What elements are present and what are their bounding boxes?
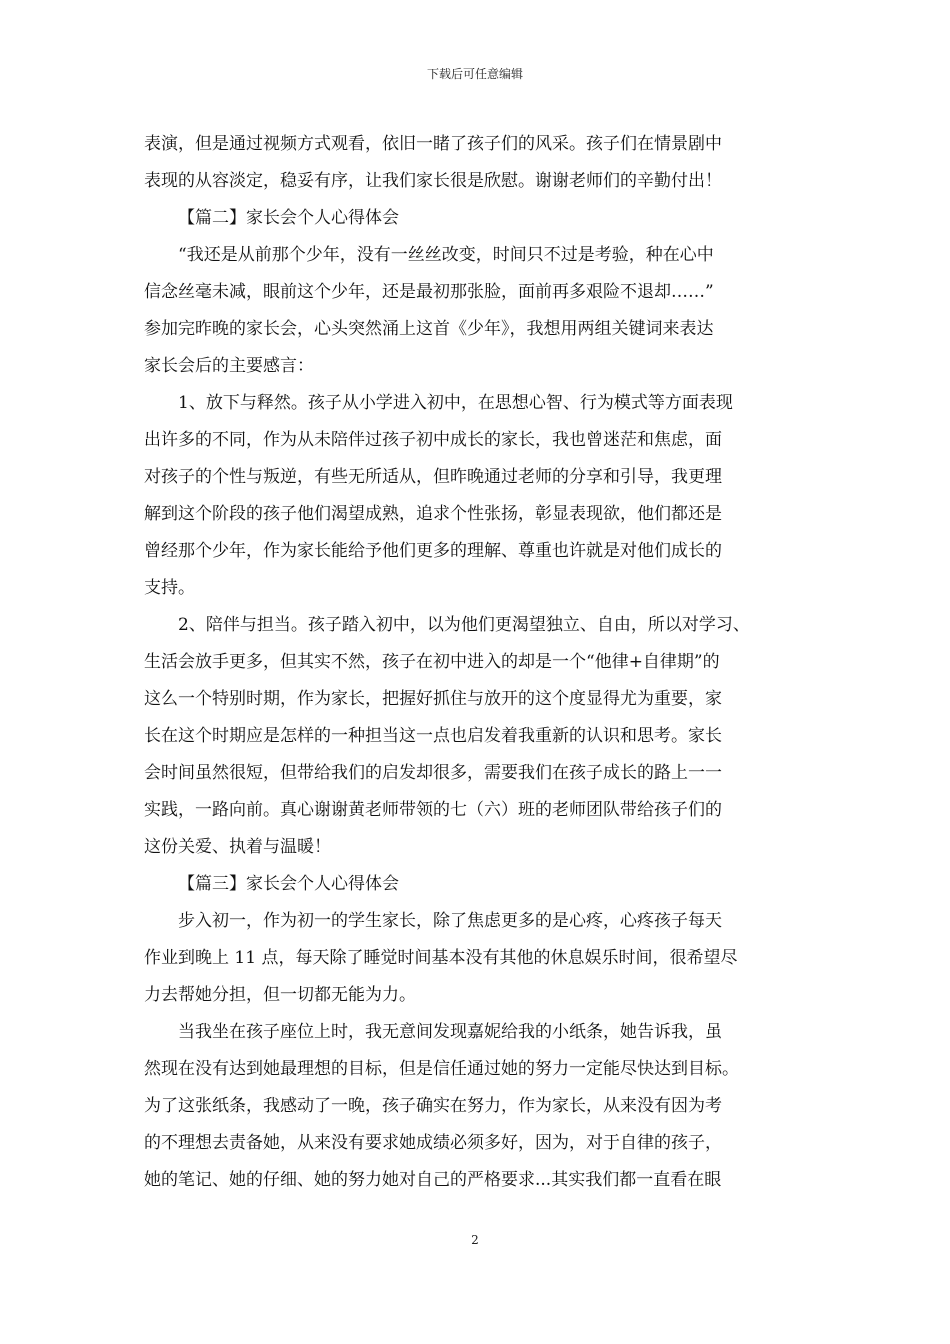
text-line: 【篇三】家长会个人心得体会	[178, 874, 399, 894]
text-line: 支持。	[144, 578, 195, 598]
text-line: 生活会放手更多，但其实不然，孩子在初中进入的却是一个“他律+自律期”的	[144, 652, 720, 672]
text-line: 对孩子的个性与叛逆，有些无所适从，但昨晚通过老师的分享和引导，我更理	[144, 467, 722, 487]
text-line: 这么一个特别时期，作为家长，把握好抓住与放开的这个度显得尤为重要，家	[144, 689, 722, 709]
text-line: 信念丝毫未减，眼前这个少年，还是最初那张脸，面前再多艰险不退却……”	[144, 282, 714, 302]
text-line: 为了这张纸条，我感动了一晚，孩子确实在努力，作为家长，从来没有因为考	[144, 1096, 722, 1116]
text-line: 【篇二】家长会个人心得体会	[178, 208, 399, 228]
text-line: 2、陪伴与担当。孩子踏入初中，以为他们更渴望独立、自由，所以对学习、	[178, 615, 750, 635]
text-line: 然现在没有达到她最理想的目标，但是信任通过她的努力一定能尽快达到目标。	[144, 1059, 739, 1079]
text-line: 表演，但是通过视频方式观看，依旧一睹了孩子们的风采。孩子们在情景剧中	[144, 134, 722, 154]
page-number: 2	[471, 1233, 479, 1247]
text-line: 当我坐在孩子座位上时，我无意间发现嘉妮给我的小纸条，她告诉我，虽	[178, 1022, 722, 1042]
document-body	[144, 126, 809, 1199]
text-line: 长在这个时期应是怎样的一种担当这一点也启发着我重新的认识和思考。家长	[144, 726, 722, 746]
text-line: 这份关爱、执着与温暖！	[144, 837, 331, 857]
text-line: 作业到晚上 11 点，每天除了睡觉时间基本没有其他的休息娱乐时间，很希望尽	[144, 948, 738, 968]
text-line: 会时间虽然很短，但带给我们的启发却很多，需要我们在孩子成长的路上一一	[144, 763, 722, 783]
text-line: 的不理想去责备她，从来没有要求她成绩必须多好，因为，对于自律的孩子，	[144, 1133, 722, 1153]
text-line: 出许多的不同，作为从未陪伴过孩子初中成长的家长，我也曾迷茫和焦虑，面	[144, 430, 722, 450]
text-line: “我还是从前那个少年，没有一丝丝改变，时间只不过是考验，种在心中	[178, 245, 714, 265]
text-line: 表现的从容淡定，稳妥有序，让我们家长很是欣慰。谢谢老师们的辛勤付出！	[144, 171, 722, 191]
text-line: 家长会后的主要感言：	[144, 356, 314, 376]
page-header-note: 下载后可任意编辑	[426, 67, 523, 81]
text-line: 曾经那个少年，作为家长能给予他们更多的理解、尊重也许就是对他们成长的	[144, 541, 722, 561]
text-line: 力去帮她分担，但一切都无能为力。	[144, 985, 416, 1005]
text-line: 实践，一路向前。真心谢谢黄老师带领的七（六）班的老师团队带给孩子们的	[144, 800, 722, 820]
text-line: 参加完昨晚的家长会，心头突然涌上这首《少年》，我想用两组关键词来表达	[144, 319, 714, 339]
text-line: 1、放下与释然。孩子从小学进入初中，在思想心智、行为模式等方面表现	[178, 393, 733, 413]
text-line: 步入初一，作为初一的学生家长，除了焦虑更多的是心疼，心疼孩子每天	[178, 911, 722, 931]
text-line: 她的笔记、她的仔细、她的努力她对自己的严格要求...其实我们都一直看在眼	[144, 1170, 722, 1190]
text-line: 解到这个阶段的孩子他们渴望成熟，追求个性张扬，彰显表现欲，他们都还是	[144, 504, 722, 524]
